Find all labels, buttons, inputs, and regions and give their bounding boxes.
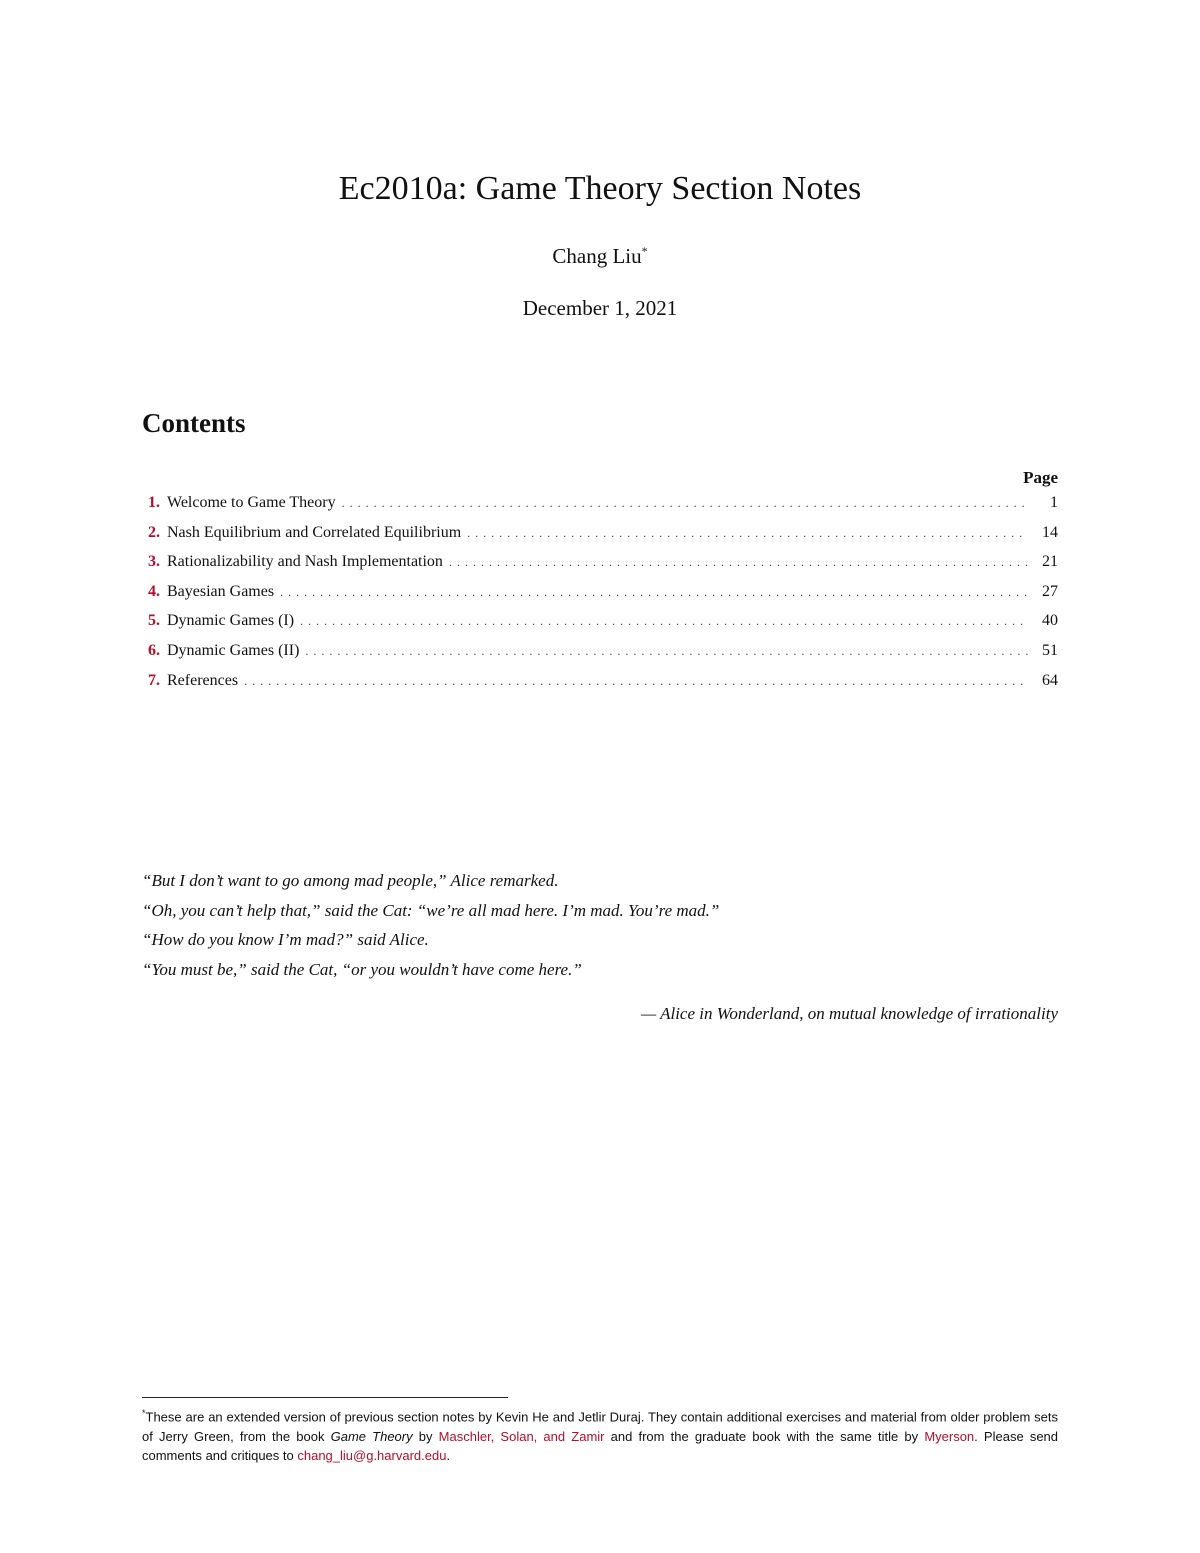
toc-title[interactable]: Dynamic Games (II) [167, 641, 300, 659]
citation-link-maschler[interactable]: Maschler, Solan, and Zamir [438, 1428, 605, 1444]
toc-number: 3. [148, 553, 160, 571]
toc-page-number[interactable]: 1 [1050, 494, 1058, 511]
toc-entry-7[interactable] [148, 672, 1058, 702]
footnote-book-title: Game Theory [330, 1428, 413, 1444]
toc-number: 7. [148, 671, 160, 689]
author-footnote-mark[interactable]: * [641, 244, 648, 258]
toc-title[interactable]: Nash Equilibrium and Correlated Equilibrium [167, 523, 462, 541]
toc-leader-dots [305, 644, 1028, 659]
toc-page-label: Page [1023, 468, 1058, 487]
toc-entry-3[interactable] [148, 553, 1058, 583]
toc-title[interactable]: Rationalizability and Nash Implementation [167, 553, 443, 571]
toc-leader-dots [467, 526, 1028, 541]
epigraph-attribution: — Alice in Wonderland, on mutual knowledge of irrationality [641, 1004, 1058, 1023]
toc-entry-2[interactable] [148, 524, 1058, 554]
footnote-text-3: and from the graduate book with the same title by [604, 1428, 925, 1444]
footnote-text-2: by [412, 1428, 439, 1444]
toc-leader-dots [449, 555, 1028, 570]
toc-title[interactable]: References [167, 671, 239, 689]
toc-leader-dots [280, 585, 1028, 600]
contents-heading: Contents [142, 408, 246, 438]
toc-number: 2. [148, 523, 160, 541]
toc-entry-5[interactable] [148, 612, 1058, 642]
toc-page-number[interactable]: 21 [1042, 553, 1058, 571]
email-link[interactable]: chang_liu@g.harvard.edu [297, 1448, 447, 1464]
quote-line: “But I don’t want to go among mad people,” Alice remarked. [142, 871, 559, 890]
toc-number: 4. [148, 582, 160, 600]
toc-title[interactable]: Welcome to Game Theory [167, 494, 336, 511]
toc-number: 5. [148, 612, 160, 630]
toc-leader-dots [342, 496, 1028, 511]
toc-title[interactable]: Dynamic Games (I) [167, 612, 295, 630]
citation-link-myerson[interactable]: Myerson [924, 1428, 975, 1444]
footnote [142, 1404, 1058, 1466]
footnote-text-1: These are an extended version of previous section notes by Kevin He and Jetlir Duraj. They contain additional exercises and material from older problem sets of Jerry Green, from the book [142, 1409, 1058, 1444]
toc-entry-6[interactable] [148, 642, 1058, 672]
quote-line: “How do you know I’m mad?” said Alice. [142, 930, 429, 950]
toc-page-number[interactable]: 27 [1042, 582, 1058, 600]
footnote-divider [142, 1397, 508, 1398]
toc-leader-dots [300, 614, 1028, 629]
quote-line: “Oh, you can’t help that,” said the Cat: “we’re all mad here. I’m mad. You’re mad.” [142, 900, 720, 920]
epigraph-quote [142, 866, 1058, 984]
toc-entry-1[interactable] [148, 494, 1058, 524]
paper-title: Ec2010a: Game Theory Section Notes [338, 170, 862, 207]
quote-line: “You must be,” said the Cat, “or you wouldn’t have come here.” [142, 959, 582, 979]
toc-title[interactable]: Bayesian Games [167, 582, 275, 600]
toc-leader-dots [244, 674, 1028, 689]
footnote-text-5: . [446, 1448, 451, 1464]
toc-page-number[interactable]: 14 [1042, 523, 1058, 541]
author-name: Chang Liu [552, 244, 642, 268]
table-of-contents [148, 494, 1058, 701]
footnote-text-4: . Please send comments and critiques to [142, 1428, 1059, 1464]
toc-entry-4[interactable] [148, 583, 1058, 613]
toc-number: 1. [148, 494, 160, 511]
footnote-mark: * [142, 1408, 146, 1418]
toc-number: 6. [148, 641, 160, 659]
toc-page-number[interactable]: 40 [1042, 612, 1058, 630]
toc-page-number[interactable]: 64 [1042, 671, 1058, 689]
author-line [0, 244, 1200, 269]
toc-page-number[interactable]: 51 [1042, 641, 1058, 659]
paper-date: December 1, 2021 [522, 296, 678, 320]
